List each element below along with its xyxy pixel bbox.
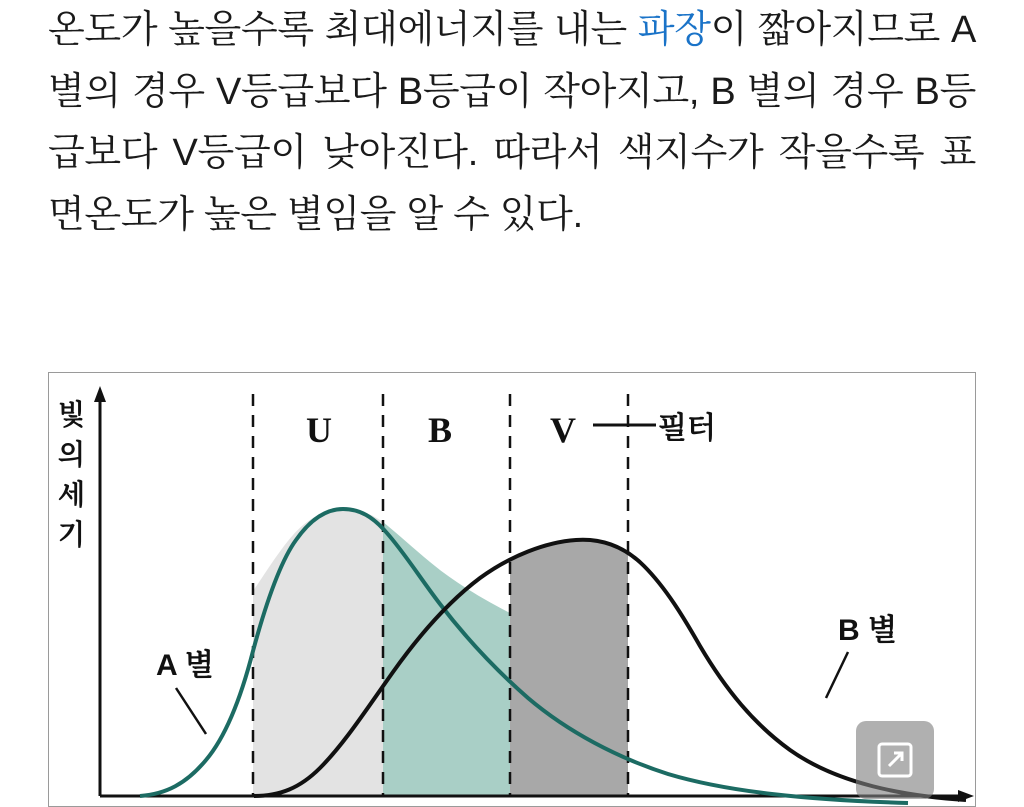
inline-link-wavelength[interactable]: 파장	[637, 9, 711, 51]
paragraph-part-3: 이 짧아지므로 A 별의 경우 V등급보다 B등급이 작아지고, B 별의 경우 B등급보다 V등급이 낮아진다. 따라서 색지수가 작을수록 표면온도가 높은 별임을 알 수 있다.	[48, 9, 976, 236]
expand-image-button[interactable]	[856, 721, 934, 799]
expand-icon	[875, 740, 915, 780]
y-axis-label-char-2: 의	[58, 439, 86, 470]
paragraph-part-1: 온도가 높을수록 최대에너지를 내는	[48, 9, 638, 51]
figure-svg	[48, 372, 976, 807]
y-axis-label-char-1: 빛	[58, 399, 86, 430]
y-axis-label-char-3: 세	[58, 479, 86, 510]
band-label-b: B	[428, 410, 453, 450]
figure-spectral-energy-chart	[48, 372, 976, 807]
band-fill-v	[510, 540, 628, 796]
filter-label: 필터	[658, 412, 716, 445]
article-paragraph	[48, 0, 976, 246]
y-axis-label-char-4: 기	[58, 519, 86, 550]
band-label-v: V	[550, 410, 576, 450]
curve-b-label: B 별	[838, 614, 897, 647]
curve-a-label: A 별	[156, 649, 214, 682]
band-label-u: U	[306, 410, 332, 450]
